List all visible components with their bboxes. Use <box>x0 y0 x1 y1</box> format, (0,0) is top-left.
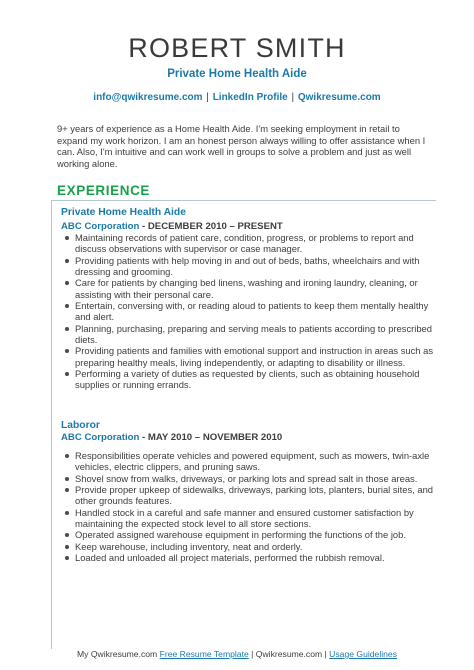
duty-item: Responsibilities operate vehicles and powered equipment, such as mowers, twin-axle vehicles, electric clippers, and pruning saws. <box>61 450 433 473</box>
duty-item: Handled stock in a careful and safe manner and ensured customer satisfaction by maintaining the expected stock level to all store sections. <box>61 507 433 530</box>
duty-item: Operated assigned warehouse equipment in performing the functions of the job. <box>61 529 433 540</box>
section-divider <box>51 200 436 201</box>
duty-item: Providing patients and families with emotional support and instruction in areas such as preparing healthy meals, living independently, or adapting to disability or illness. <box>61 345 433 368</box>
job-dates: MAY 2010 – NOVEMBER 2010 <box>147 432 283 443</box>
experience-heading: EXPERIENCE <box>57 183 151 198</box>
summary-paragraph: 9+ years of experience as a Home Health Aide. I'm seeking employment in retail to expand my work horizon. I am an honest person always willing to offer assistance when I can. Also, I'm intuitive and can work well in groups to solve a problem and just as well working alone. <box>57 123 426 169</box>
meta-dash: - <box>139 432 148 443</box>
job-meta <box>61 432 282 444</box>
company-name: ABC Corporation <box>61 432 140 443</box>
job-title: Private Home Health Aide <box>61 207 186 218</box>
job-title: Laboror <box>61 420 100 431</box>
candidate-name: ROBERT SMITH <box>128 33 346 63</box>
free-template-link[interactable]: Free Resume Template <box>159 649 249 659</box>
duty-item: Maintaining records of patient care, condition, progress, or problems to report and discuss observations with supervisor or case manager. <box>61 232 433 255</box>
duties-list <box>61 450 433 563</box>
duty-item: Providing patients with help moving in and out of beds, baths, wheelchairs and with dressing and grooming. <box>61 255 433 278</box>
duty-item: Care for patients by changing bed linens, washing and ironing laundry, cleaning, or assisting with their personal care. <box>61 277 433 300</box>
footer-lead: My Qwikresume.com <box>76 649 158 659</box>
duty-item: Shovel snow from walks, driveways, or parking lots and spread salt in those areas. <box>61 473 433 484</box>
job-dates: DECEMBER 2010 – PRESENT <box>147 221 283 232</box>
usage-guidelines-link[interactable]: Usage Guidelines <box>329 649 398 659</box>
footer-separator: | <box>251 649 254 659</box>
duty-item: Performing a variety of duties as requested by clients, such as obtaining household supplies or running errands. <box>61 368 433 391</box>
contact-separator: | <box>206 92 209 103</box>
candidate-title: Private Home Health Aide <box>167 68 307 80</box>
footer-separator: | <box>324 649 327 659</box>
page-footer <box>0 649 474 660</box>
contact-line <box>0 91 474 104</box>
duty-item: Loaded and unloaded all project materials, performed the rubbish removal. <box>61 552 433 563</box>
duty-item: Entertain, conversing with, or reading aloud to patients to keep them mentally healthy and alert. <box>61 300 433 323</box>
duty-item: Planning, purchasing, preparing and serving meals to patients according to prescribed diets. <box>61 323 433 346</box>
duties-list <box>61 232 433 391</box>
footer-site: Qwikresume.com <box>255 649 323 659</box>
website-link[interactable]: Qwikresume.com <box>297 92 381 103</box>
email-link[interactable]: info@qwikresume.com <box>93 92 203 103</box>
company-name: ABC Corporation <box>61 221 140 232</box>
meta-dash: - <box>139 221 148 232</box>
duty-item: Provide proper upkeep of sidewalks, driveways, parking lots, planters, burial sites, and other grounds features. <box>61 484 433 507</box>
contact-separator: | <box>291 92 295 103</box>
linkedin-link[interactable]: LinkedIn Profile <box>212 92 288 103</box>
section-rail <box>51 201 52 649</box>
duty-item: Keep warehouse, including inventory, neat and orderly. <box>61 541 433 552</box>
